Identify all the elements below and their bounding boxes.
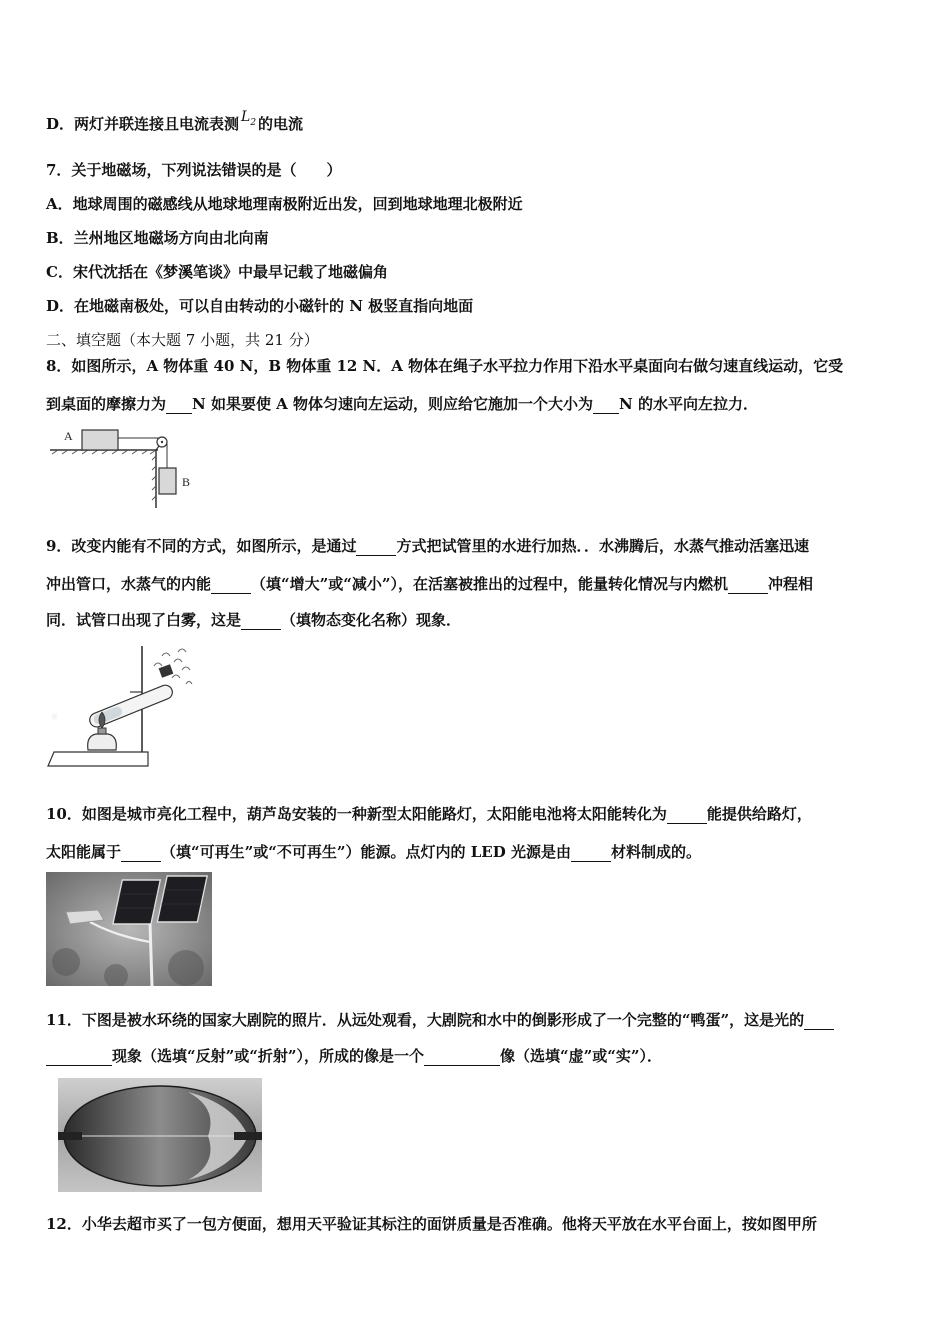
q7-option-a: A．地球周围的磁感线从地球地理南极附近出发，回到地球地理北极附近: [46, 195, 523, 213]
stopper: [159, 664, 174, 678]
q11-grand-theater-photo: [58, 1078, 262, 1192]
q9-line-1: [46, 536, 910, 556]
q9-text-d: （填“增大”或“减小”），在活塞被推出的过程中，能量转化情况与内燃机: [251, 575, 729, 593]
q7-stem: 7．关于地磁场，下列说法错误的是（ ）: [46, 161, 342, 179]
alcohol-lamp: [88, 734, 117, 750]
q8-blank-1[interactable]: [166, 397, 192, 414]
q8-text-c: N 的水平向左拉力．: [619, 395, 758, 413]
q10-text-d: （填“可再生”或“不可再生”）能源。点灯内的 LED 光源是由: [161, 843, 571, 861]
q6-option-d-text: D．两灯并联连接且电流表测: [46, 115, 240, 133]
q9-blank-2[interactable]: [211, 577, 251, 594]
q11-text-c: 像（选填“虚”或“实”）．: [500, 1047, 663, 1065]
q9-blank-3[interactable]: [728, 577, 768, 594]
q9-blank-1[interactable]: [356, 539, 396, 556]
q10-text-b: 能提供给路灯，: [706, 805, 812, 823]
q10-solar-lamp-photo: [46, 872, 212, 986]
q12-line-1: 12．小华去超市买了一包方便面，想用天平验证其标注的面饼质量是否准确。他将天平放在水平台面上，按如图甲所: [46, 1215, 817, 1233]
q10-line-2: [46, 842, 910, 862]
q8-line-1: 8．如图所示，A 物体重 40 N，B 物体重 12 N．A 物体在绳子水平拉力作用下沿水平桌面向右做匀速直线运动，它受: [46, 357, 844, 375]
q11-blank-1a[interactable]: [804, 1013, 834, 1030]
q9-line-2: [46, 574, 910, 594]
q9-text-a: 9．改变内能有不同的方式，如图所示，是通过: [46, 537, 357, 555]
q11-blank-2[interactable]: [424, 1049, 500, 1066]
q9-text-c: 冲出管口，水蒸气的内能: [46, 575, 212, 593]
q7-option-c: C．宋代沈括在《梦溪笔谈》中最早记载了地磁偏角: [46, 263, 388, 281]
q10-text-a: 10．如图是城市亮化工程中，葫芦岛安装的一种新型太阳能路灯，太阳能电池将太阳能转化为: [46, 805, 667, 823]
q10-blank-3[interactable]: [571, 845, 611, 862]
q8-text-b: N 如果要使 A 物体匀速向左运动，则应给它施加一个大小为: [192, 395, 594, 413]
q10-blank-2[interactable]: [121, 845, 161, 862]
q7-option-b: B．兰州地区地磁场方向由北向南: [46, 229, 269, 247]
q9-text-g: （填物态变化名称）现象．: [281, 611, 462, 629]
q9-text-f: 同．试管口出现了白雾，这是: [46, 611, 242, 629]
q9-text-b: 方式把试管里的水进行加热．．水沸腾后，水蒸气推动活塞迅速: [396, 537, 809, 555]
q11-blank-1b[interactable]: [46, 1049, 112, 1066]
q10-text-e: 材料制成的。: [610, 843, 701, 861]
q8-blank-2[interactable]: [593, 397, 619, 414]
q7-option-d: D．在地磁南极处，可以自由转动的小磁针的 N 极竖直指向地面: [46, 297, 474, 315]
l2-symbol: $L_2$: [241, 109, 257, 128]
q9-text-e: 冲程相: [768, 575, 814, 593]
q9-blank-4[interactable]: [241, 613, 281, 630]
q10-blank-1[interactable]: [667, 807, 707, 824]
q6-option-d-tail: 的电流: [258, 115, 304, 133]
q6-option-d: [46, 109, 910, 141]
q10-line-1: [46, 804, 910, 824]
q9-test-tube-figure: [44, 640, 204, 772]
q10-text-c: 太阳能属于: [46, 843, 122, 861]
label-a: A: [64, 429, 73, 443]
q11-text-a: 11．下图是被水环绕的国家大剧院的照片．从远处观看，大剧院和水中的倒影形成了一个完整的“鸭蛋”，这是光的: [46, 1011, 805, 1029]
q11-line-1: [46, 1010, 910, 1030]
q8-text-a: 到桌面的摩擦力为: [46, 395, 167, 413]
section-title: 二、填空题（本大题 7 小题，共 21 分）: [46, 331, 319, 349]
q8-line-2: [46, 394, 910, 414]
q11-line-2: [46, 1046, 910, 1066]
q11-text-b: 现象（选填“反射”或“折射”），所成的像是一个: [112, 1047, 425, 1065]
block-b: [159, 468, 176, 494]
block-a: [82, 430, 118, 450]
q8-pulley-figure: [46, 424, 206, 512]
q9-line-3: [46, 610, 910, 630]
svg-text:☼: ☼: [50, 712, 59, 723]
lamp-pole: [150, 924, 152, 986]
label-b: B: [182, 475, 191, 489]
